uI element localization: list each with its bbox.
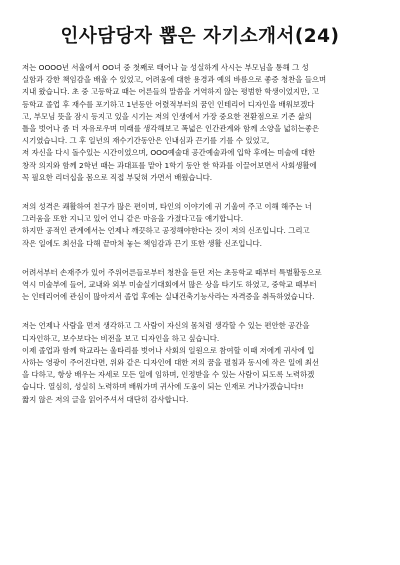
- text-line: 는 인테리어에 관심이 많아져서 졸업 후에는 실내건축기능사라는 자격증을 취득하였습니다.: [22, 292, 315, 302]
- paragraph-4: [22, 320, 378, 405]
- text-line: 저는 OOOO년 서울에서 OO녀 중 첫째로 태어나 늘 성실하게 사시는 부모님을 통해 그 성: [22, 63, 309, 72]
- text-line: 어려서부터 손재주가 있어 주위어른들로부터 청찬을 듣던 저는 초등학교 때부터 특별활동으로: [22, 267, 322, 277]
- text-line: 디자인하고, 보수보다는 비전을 보고 디자인을 하고 싶습니다.: [22, 333, 220, 343]
- text-line: 고, 부모님 뜻을 잠시 등지고 있을 시기는 저의 인생에서 가장 중요한 전환점으로 기존 삶의: [22, 111, 312, 121]
- paragraph-3: [22, 267, 378, 304]
- text-line: 등학교 졸업 후 재수를 포기하고 1년동안 어렸적부터의 꿈인 인테리어 디자인을 배워보겠다: [22, 99, 315, 109]
- document-title: 인사담당자 뽑은 자기소개서(24): [60, 26, 340, 47]
- paragraph-1: [22, 62, 378, 184]
- text-line: 저 자신을 다시 돌수있는 시간이었으며, OOO예술대 공간예술과에 입학 후에는 미술에 대한: [22, 148, 316, 158]
- text-line: 이제 졸업과 함께 학교라는 울타리를 벗어나 사회의 일원으로 참여할 이때 저에게 귀사에 입: [22, 345, 315, 355]
- text-line: 창작 의지와 함께 2학년 때는 과대표를 맡아 1학기 동안 한 학과를 이끌어보면서 사회생활에: [22, 160, 317, 170]
- text-line: 지내 왔습니다. 초 중 고등학교 때는 어른들의 말씀을 거역하지 않는 평범한 학생이었지만, 고: [22, 87, 320, 97]
- text-line: 실함과 강한 책임감을 배울 수 있었고, 어려움에 대한 용경과 예의 바름으로 좋증 청찬을 들으며: [22, 75, 327, 85]
- text-line: 꼭 필요한 리더십을 몸으로 직접 부딪혀 가면서 배웠습니다.: [22, 172, 213, 182]
- text-line: 하지만 공적인 관계에서는 언제나 깨끗하고 공정해야한다는 것이 저의 신조입니다. 그리고: [22, 226, 310, 236]
- text-line: 사하는 영광이 주어진다면, 위와 같은 디자인에 대한 저의 꿈을 펼침과 동시에 작은 일에 최선: [22, 358, 320, 368]
- text-line: 습니다. 열심히, 성실히 노력하며 배워가며 귀사에 도움이 되는 인재로 거나가겠습니다!!: [22, 382, 304, 392]
- text-line: 저는 언제나 사람을 먼저 생각하고 그 사람이 자신의 몸처럼 생각할 수 있는 편안한 공간을: [22, 321, 310, 331]
- paragraph-2: [22, 201, 378, 250]
- text-line: 짧지 않은 저의 글을 읽어주셔서 대단히 감사합니다.: [22, 394, 189, 404]
- text-line: 작은 일에도 최선을 다해 끝마쳐 놓는 책임감과 끈기 또한 생활 신조입니다.: [22, 238, 263, 248]
- text-line: 역시 미술부에 들어, 교내와 외부 미술실기대회에서 많은 상을 타기도 하였고, 중학교 때부터: [22, 280, 317, 290]
- text-line: 틀을 벗어나 좀 더 자유로우며 미래를 생각해보고 폭넓은 인간관계와 함께 소양을 넓히는좋은: [22, 124, 320, 134]
- text-line: 시기였습니다. 그 후 일년의 재수기간동안은 인내심과 끈기를 기를 수 있었고,: [22, 136, 270, 146]
- text-line: 을 다하고, 항상 배우는 자세로 모든 일에 임하며, 인정받을 수 있는 사람이 되도록 노력하겠: [22, 370, 315, 380]
- text-line: 저의 성격은 쾌활하여 친구가 많은 편이며, 타인의 이야기에 귀 기울여 주고 이해 해주는 너: [22, 202, 312, 212]
- text-line: 그러움을 또한 지니고 있어 언니 같은 마음을 가졌다고들 얘기합니다.: [22, 214, 244, 224]
